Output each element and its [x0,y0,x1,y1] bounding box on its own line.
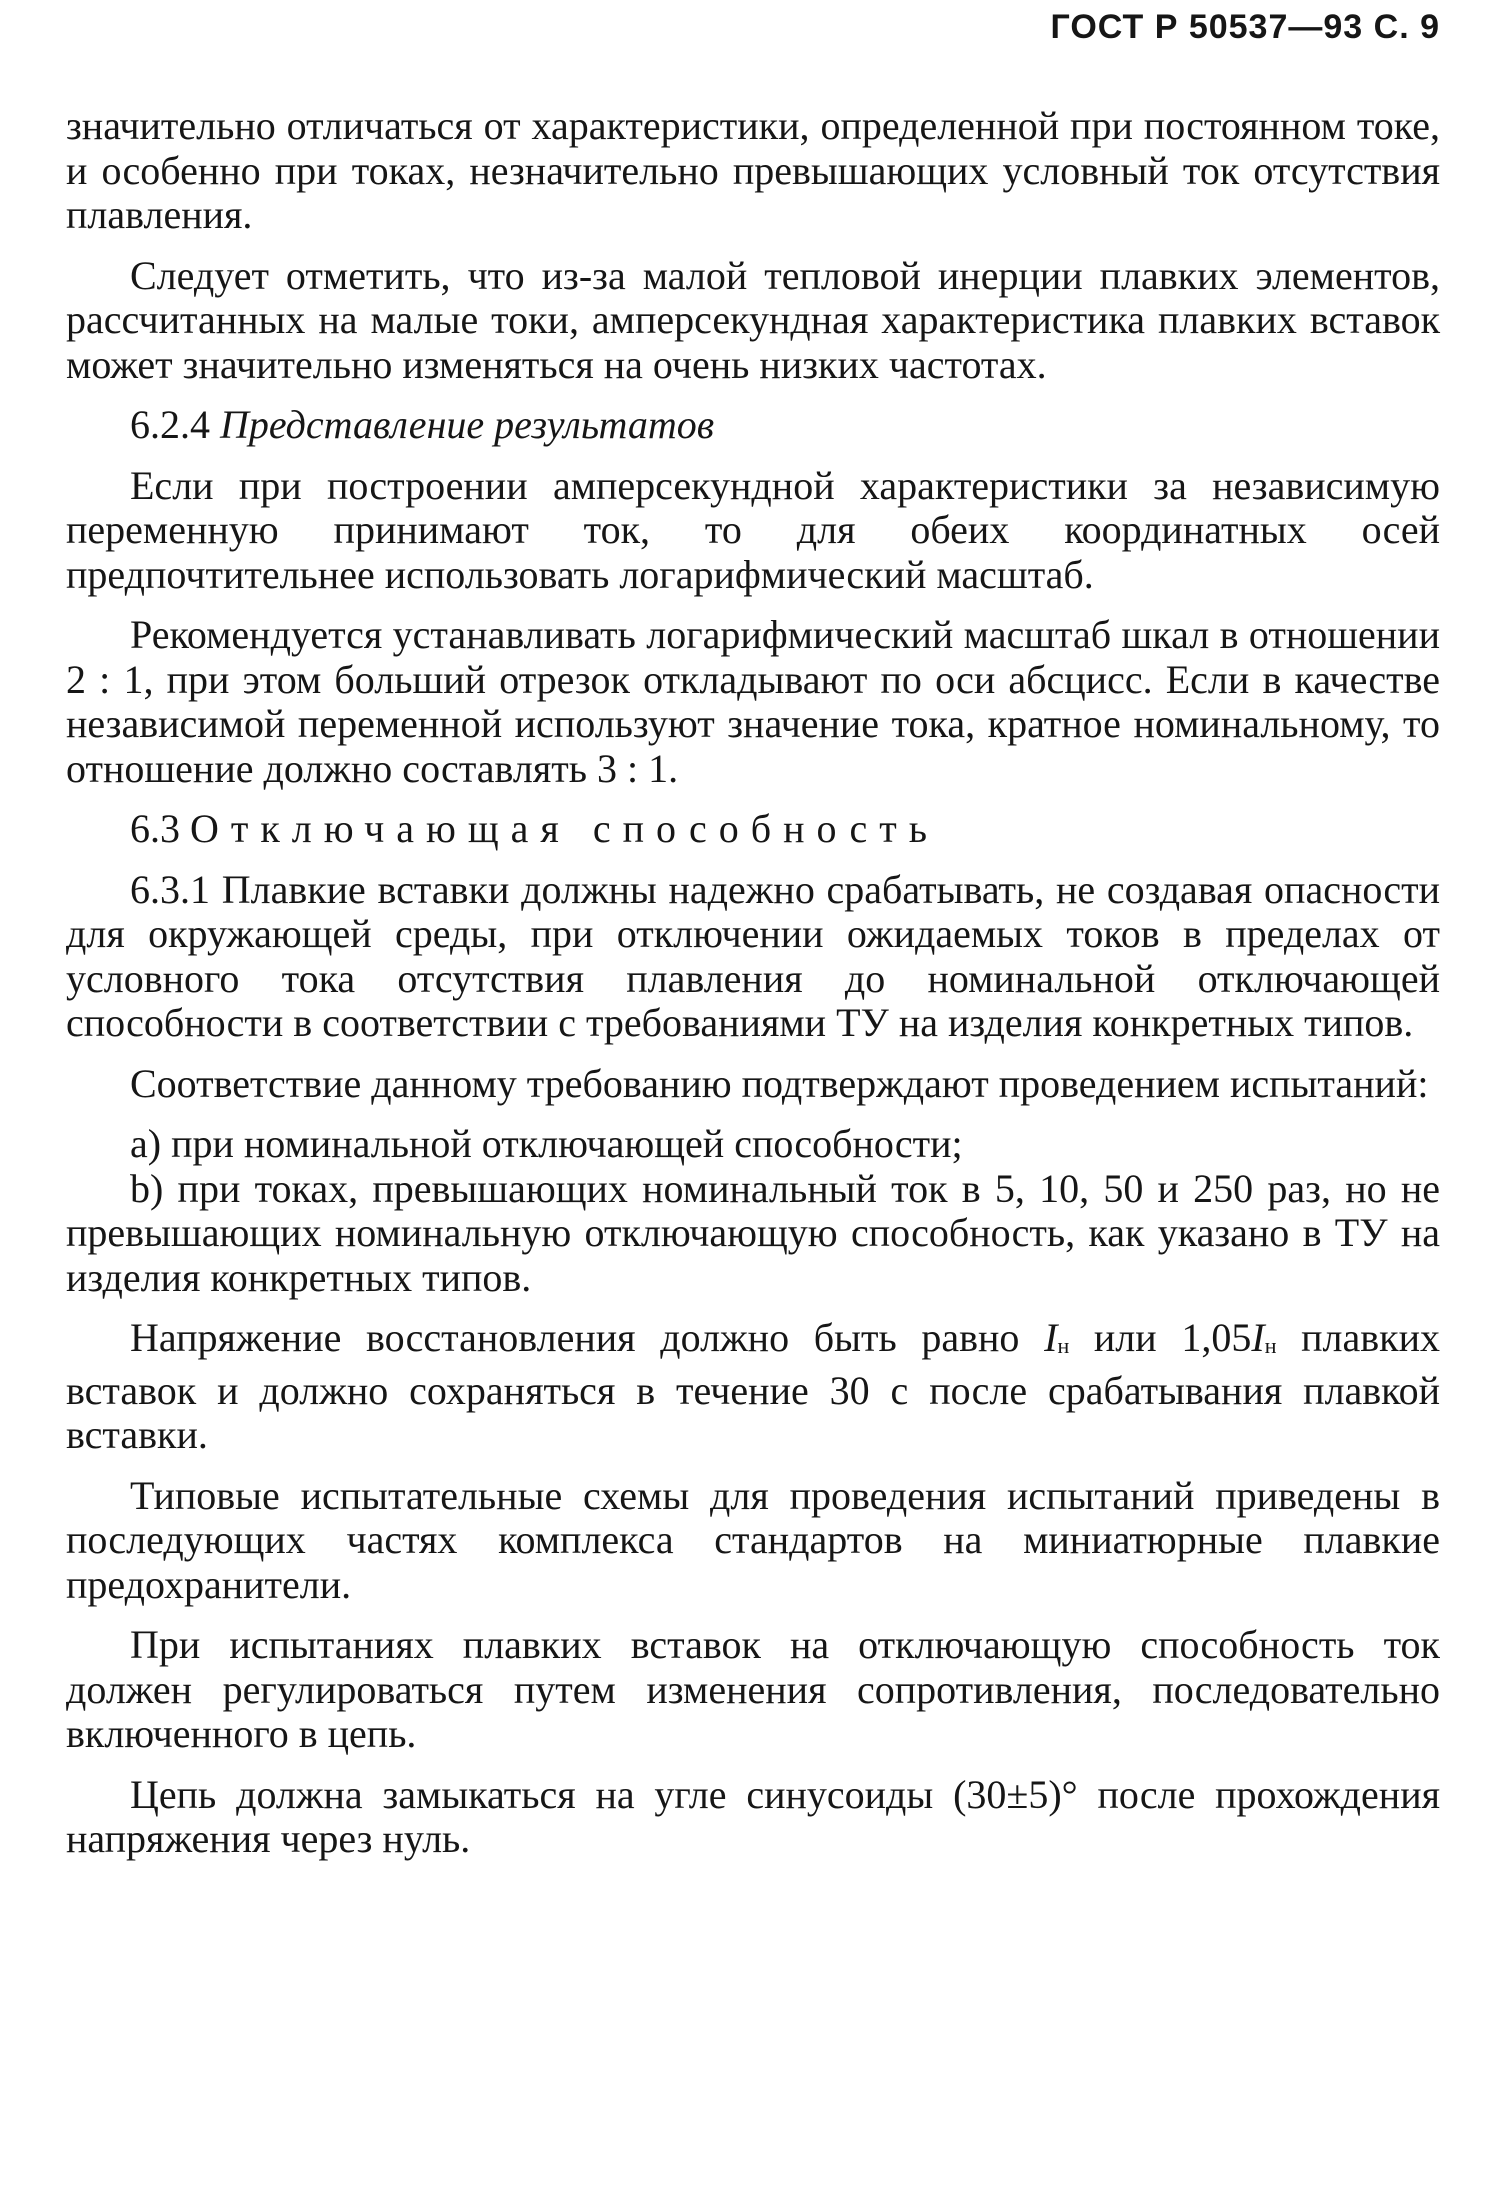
paragraph-scale-ratio: Рекомендуется устанавливать логарифмический масштаб шкал в отношении 2 : 1, при этом больший отрезок откладывают по оси абсцисс. Если в качестве независимой переменной используют значение тока, кратное номинальному, то отношение должно составлять 3 : 1. [66,612,1440,791]
paragraph-continuation: значительно отличаться от характеристики, определенной при постоянном токе, и особенно при токах, незначительно превышающих условный ток отсутствия плавления. [66,103,1440,237]
page-header: ГОСТ Р 50537—93 С. 9 [1050,8,1440,46]
paragraph-closing-angle: Цепь должна замыкаться на угле синусоиды (30±5)° после прохождения напряжения через нуль. [66,1771,1440,1862]
paragraph-recovery-voltage [66,1316,1440,1458]
list-item-a: а) при номинальной отключающей способности; [130,1121,963,1166]
current-symbol: I [1044,1315,1058,1360]
text-segment: или 1,05 [1069,1315,1252,1360]
paragraph-log-scale: Если при построении амперсекундной характеристики за независимую переменную принимают ток, то для обеих координатных осей предпочтительнее использовать логарифмический масштаб. [66,462,1440,597]
list-item-b: b) при токах, превышающих номинальный ток в 5, 10, 50 и 250 раз, но не превышающих номинальную отключающую способность, как указано в ТУ на изделия конкретных типов. [66,1165,1440,1300]
text-segment: Напряжение восстановления должно быть равно [130,1315,1045,1360]
section-heading-6-2-4 [66,403,1440,448]
current-symbol: I [1251,1315,1265,1360]
section-number: 6.2.4 [130,402,210,447]
section-title: Отключающая способность [190,806,939,851]
text-segment: плавких вставок и должно сохраняться в течение 30 с после срабатывания плавкой вставки. [66,1315,1440,1458]
paragraph-compliance: Соответствие данному требованию подтверждают проведением испытаний: [130,1060,1429,1106]
current-subscript: н [1264,1333,1277,1359]
section-title: Представление результатов [220,402,715,447]
section-number: 6.3 [130,806,180,851]
paragraph-current-regulation: При испытаниях плавких вставок на отключающую способность ток должен регулироваться путем изменения сопротивления, последовательно включенного в цепь. [66,1622,1440,1757]
paragraph-6-3-1: 6.3.1 Плавкие вставки должны надежно срабатывать, не создавая опасности для окружающей среды, при отключении ожидаемых токов в пределах от условного тока отсутствия плавления до номинальной отключающей способности в соответствии с требованиями ТУ на изделия конкретных типов. [66,866,1440,1045]
current-subscript: н [1057,1333,1070,1359]
document-body [66,104,1440,1878]
paragraph-test-circuits: Типовые испытательные схемы для проведения испытаний приведены в последующих частях комплекса стандартов на миниатюрные плавкие предохранители. [66,1472,1440,1607]
paragraph-thermal-inertia: Следует отметить, что из-за малой тепловой инерции плавких элементов, рассчитанных на малые токи, амперсекундная характеристика плавких вставок может значительно изменяться на очень низких частотах. [66,252,1440,387]
section-heading-6-3 [66,807,1440,852]
